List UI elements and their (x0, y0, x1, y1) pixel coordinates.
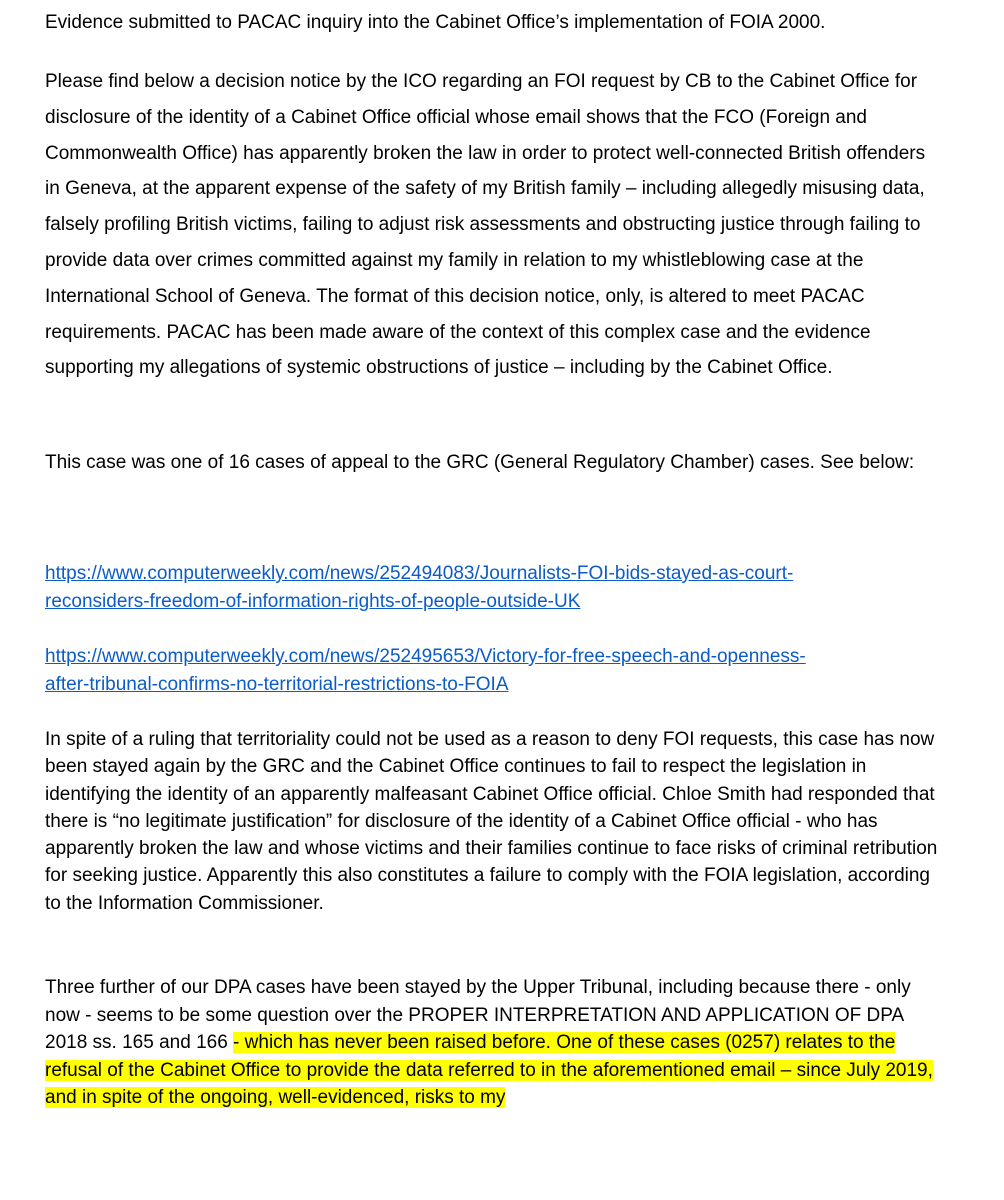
link-journalists-foi-line2[interactable]: reconsiders-freedom-of-information-rights-of-people-outside-UK (45, 591, 581, 612)
cases-paragraph: This case was one of 16 cases of appeal to the GRC (General Regulatory Chamber) cases. See below: (45, 452, 915, 473)
dpa-cases-paragraph (45, 974, 945, 1112)
ruling-paragraph: In spite of a ruling that territoriality could not be used as a reason to deny FOI requests, this case has now been stayed again by the GRC and the Cabinet Office continues to fail to respect the legislation in identifying the identity of an apparently malfeasant Cabinet Office official. Chloe Smith had responded that there is “no legitimate justification” for disclosure of the identity of a Cabinet Office official - who has apparently broken the law and whose victims and their families continue to face risks of criminal retribution for seeking justice. Apparently this also constitutes a failure to comply with the FOIA legislation, according to the Information Commissioner. (45, 729, 938, 914)
dpa-highlighted-text: - which has never been raised before. One of these cases (0257) relates to the refusal of the Cabinet Office to provide the data referred to in the aforementioned email – since July 2019, and in spite of the ongoing, well-evidenced, risks to my (45, 1032, 933, 1109)
intro-paragraph: Evidence submitted to PACAC inquiry into the Cabinet Office’s implementation of FOIA 2000. (45, 12, 826, 33)
decision-notice-paragraph: Please find below a decision notice by the ICO regarding an FOI request by CB to the Cabinet Office for disclosure of the identity of a Cabinet Office official whose email shows that the FCO (Foreign and Commonwealth Office) has apparently broken the law in order to protect well-connected British offenders in Geneva, at the apparent expense of the safety of my British family – including allegedly misusing data, falsely profiling British victims, failing to adjust risk assessments and obstructing justice through failing to provide data over crimes committed against my family in relation to my whistleblowing case at the International School of Geneva. The format of this decision notice, only, is altered to meet PACAC requirements. PACAC has been made aware of the context of this complex case and the evidence supporting my allegations of systemic obstructions of justice – including by the Cabinet Office. (45, 71, 926, 379)
link-victory-free-speech[interactable] (45, 643, 806, 699)
link-victory-free-speech-line2[interactable]: after-tribunal-confirms-no-territorial-restrictions-to-FOIA (45, 674, 509, 695)
link-journalists-foi-line1[interactable]: https://www.computerweekly.com/news/252494083/Journalists-FOI-bids-stayed-as-court- (45, 563, 794, 584)
dpa-plain-text: Three further of our DPA cases have been stayed by the Upper Tribunal, including because there - only now - seems to be some question over the PROPER INTERPRETATION AND APPLICATION OF DPA 2018 ss. 165 and 166 (45, 977, 911, 1054)
link-victory-free-speech-line1[interactable]: https://www.computerweekly.com/news/252495653/Victory-for-free-speech-and-openness- (45, 646, 806, 667)
link-journalists-foi[interactable] (45, 560, 793, 616)
